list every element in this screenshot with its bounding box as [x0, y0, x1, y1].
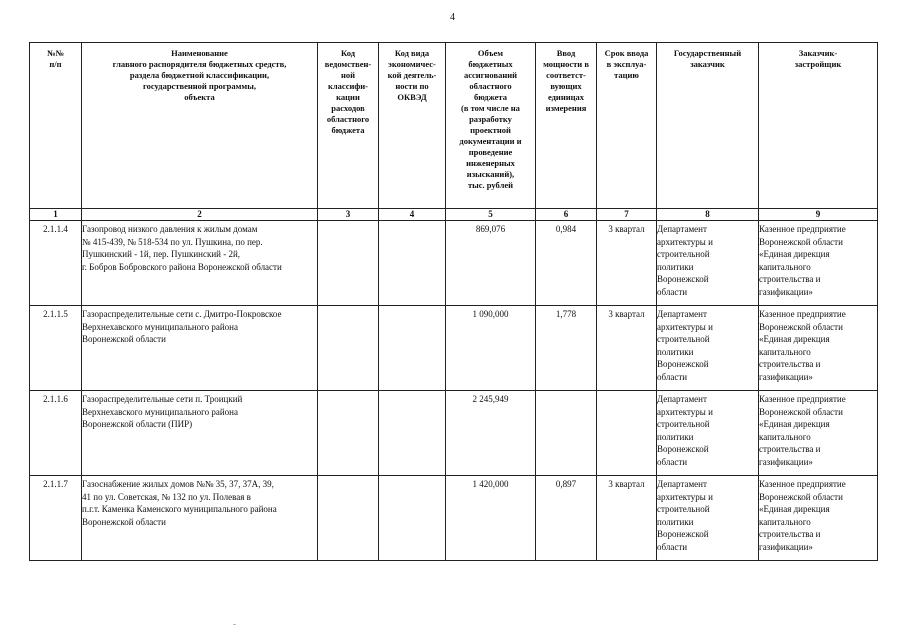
capacity-value: 0,984 [536, 221, 597, 306]
header-cell-capacity: Ввод мощности в соответст- вующих единицах измерения [536, 43, 597, 209]
header-cell-developer: Заказчик- застройщик [759, 43, 878, 209]
customer-developer: Казенное предприятие Воронежской области «Единая дирекция капитального строительства и газификации» [759, 476, 878, 561]
header-cell-volume: Объем бюджетных ассигнований областного бюджета (в том числе на разработку проектной документации и проведение инженерных изысканий), тыс. рублей [446, 43, 536, 209]
capacity-value: 1,778 [536, 306, 597, 391]
table-row [30, 476, 878, 561]
okved-code [379, 476, 446, 561]
table-row [30, 391, 878, 476]
state-customer: Департамент архитектуры и строительной политики Воронежской области [657, 221, 759, 306]
okved-code [379, 221, 446, 306]
header-cell-okved: Код вида экономичес- кой деятель- ности по ОКВЭД [379, 43, 446, 209]
header-cell-name: Наименование главного распорядителя бюджетных средств, раздела бюджетной классификации, государственной программы, объекта [82, 43, 318, 209]
object-name: Газораспределительные сети п. Троицкий Верхнехавского муниципального района Воронежской области (ПИР) [82, 391, 318, 476]
budget-volume: 1 090,000 [446, 306, 536, 391]
okved-code [379, 391, 446, 476]
budget-volume: 1 420,000 [446, 476, 536, 561]
customer-developer: Казенное предприятие Воронежской области «Единая дирекция капитального строительства и газификации» [759, 221, 878, 306]
row-number: 2.1.1.6 [30, 391, 82, 476]
state-customer: Департамент архитектуры и строительной политики Воронежской области [657, 391, 759, 476]
state-customer: Департамент архитектуры и строительной политики Воронежской области [657, 306, 759, 391]
page-number: 4 [450, 12, 455, 23]
column-number: 7 [597, 209, 657, 221]
column-number: 5 [446, 209, 536, 221]
dept-code [318, 306, 379, 391]
header-row [30, 43, 878, 209]
budget-volume: 869,076 [446, 221, 536, 306]
header-cell-dept-code: Код ведомствен- ной классифи- кации расходов областного бюджета [318, 43, 379, 209]
scan-mark [233, 624, 236, 625]
commission-term: 3 квартал [597, 221, 657, 306]
customer-developer: Казенное предприятие Воронежской области «Единая дирекция капитального строительства и газификации» [759, 306, 878, 391]
state-customer: Департамент архитектуры и строительной политики Воронежской области [657, 476, 759, 561]
budget-allocation-table [29, 42, 878, 561]
table-row [30, 221, 878, 306]
commission-term: 3 квартал [597, 476, 657, 561]
column-number: 6 [536, 209, 597, 221]
column-number: 1 [30, 209, 82, 221]
row-number: 2.1.1.5 [30, 306, 82, 391]
header-cell-customer: Государственный заказчик [657, 43, 759, 209]
object-name: Газопровод низкого давления к жилым домам № 415-439, № 518-534 по ул. Пушкина, по пер. Пушкинский - 1й, пер. Пушкинский - 2й, г. Бобров Бобровского района Воронежской области [82, 221, 318, 306]
capacity-value: 0,897 [536, 476, 597, 561]
column-number-row [30, 209, 878, 221]
row-number: 2.1.1.4 [30, 221, 82, 306]
capacity-value [536, 391, 597, 476]
header-cell-index: №№ п/п [30, 43, 82, 209]
column-number: 9 [759, 209, 878, 221]
dept-code [318, 391, 379, 476]
table-row [30, 306, 878, 391]
customer-developer: Казенное предприятие Воронежской области «Единая дирекция капитального строительства и газификации» [759, 391, 878, 476]
budget-volume: 2 245,949 [446, 391, 536, 476]
commission-term [597, 391, 657, 476]
dept-code [318, 476, 379, 561]
column-number: 4 [379, 209, 446, 221]
row-number: 2.1.1.7 [30, 476, 82, 561]
commission-term: 3 квартал [597, 306, 657, 391]
header-cell-term: Срок ввода в эксплуа- тацию [597, 43, 657, 209]
okved-code [379, 306, 446, 391]
dept-code [318, 221, 379, 306]
column-number: 3 [318, 209, 379, 221]
object-name: Газораспределительные сети с. Дмитро-Покровское Верхнехавского муниципального района Воронежской области [82, 306, 318, 391]
column-number: 2 [82, 209, 318, 221]
column-number: 8 [657, 209, 759, 221]
object-name: Газоснабжение жилых домов №№ 35, 37, 37А, 39, 41 по ул. Советская, № 132 по ул. Полевая в п.г.т. Каменка Каменского муниципального района Воронежской области [82, 476, 318, 561]
